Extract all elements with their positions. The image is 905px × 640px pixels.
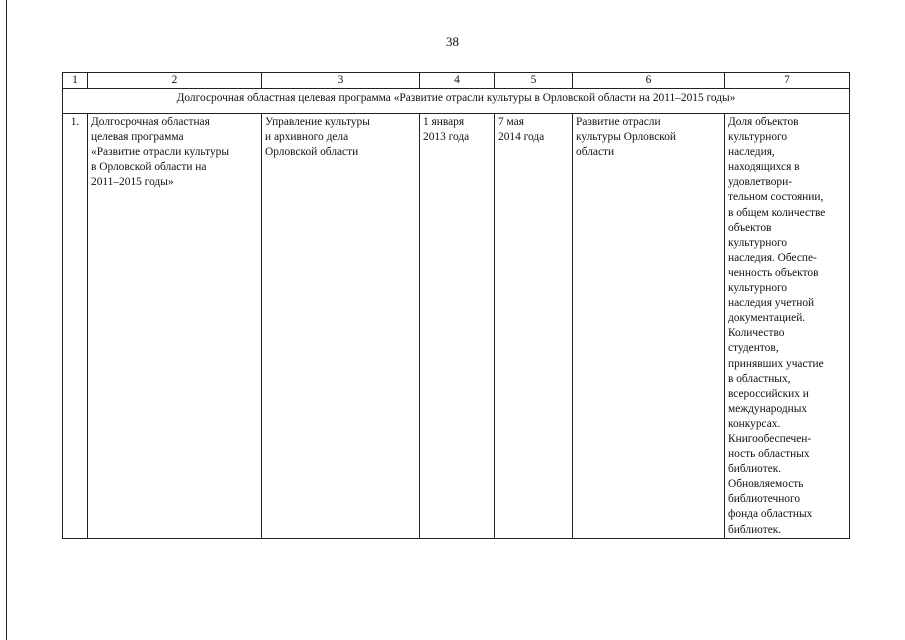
page-number: 38 bbox=[446, 34, 459, 49]
column-number-7: 7 bbox=[725, 73, 850, 89]
indicators-cell: Доля объектов культурного наследия, находящихся в удовлетвори- тельном состоянии, в общем количестве объектов культурного наследия. Обеспе- ченность объектов культурного наследия учетной документацией. Количество студентов, принявших участие в областных, всероссийских и международных конкурсах. Книгообеспечен- ность областных библиотек. Обновляемость библиотечного фонда областных библиотек. bbox=[725, 114, 850, 539]
executor-cell: Управление культуры и архивного дела Орловской области bbox=[262, 114, 420, 539]
column-number-1: 1 bbox=[63, 73, 88, 89]
program-caption: Долгосрочная областная целевая программа «Развитие отрасли культуры в Орловской области на 2011–2015 годы» bbox=[63, 89, 850, 114]
column-number-6: 6 bbox=[573, 73, 725, 89]
program-table bbox=[62, 72, 850, 539]
column-number-5: 5 bbox=[495, 73, 573, 89]
program-caption-row bbox=[63, 89, 850, 114]
program-name-cell: Долгосрочная областная целевая программа «Развитие отрасли культуры в Орловской области на 2011–2015 годы» bbox=[88, 114, 262, 539]
column-number-3: 3 bbox=[262, 73, 420, 89]
goal-cell: Развитие отрасли культуры Орловской области bbox=[573, 114, 725, 539]
start-date-cell: 1 января 2013 года bbox=[420, 114, 495, 539]
column-number-row bbox=[63, 73, 850, 89]
row-index: 1. bbox=[63, 114, 88, 539]
page-margin-line bbox=[6, 0, 7, 640]
column-number-2: 2 bbox=[88, 73, 262, 89]
column-number-4: 4 bbox=[420, 73, 495, 89]
end-date-cell: 7 мая 2014 года bbox=[495, 114, 573, 539]
table-row bbox=[63, 114, 850, 539]
